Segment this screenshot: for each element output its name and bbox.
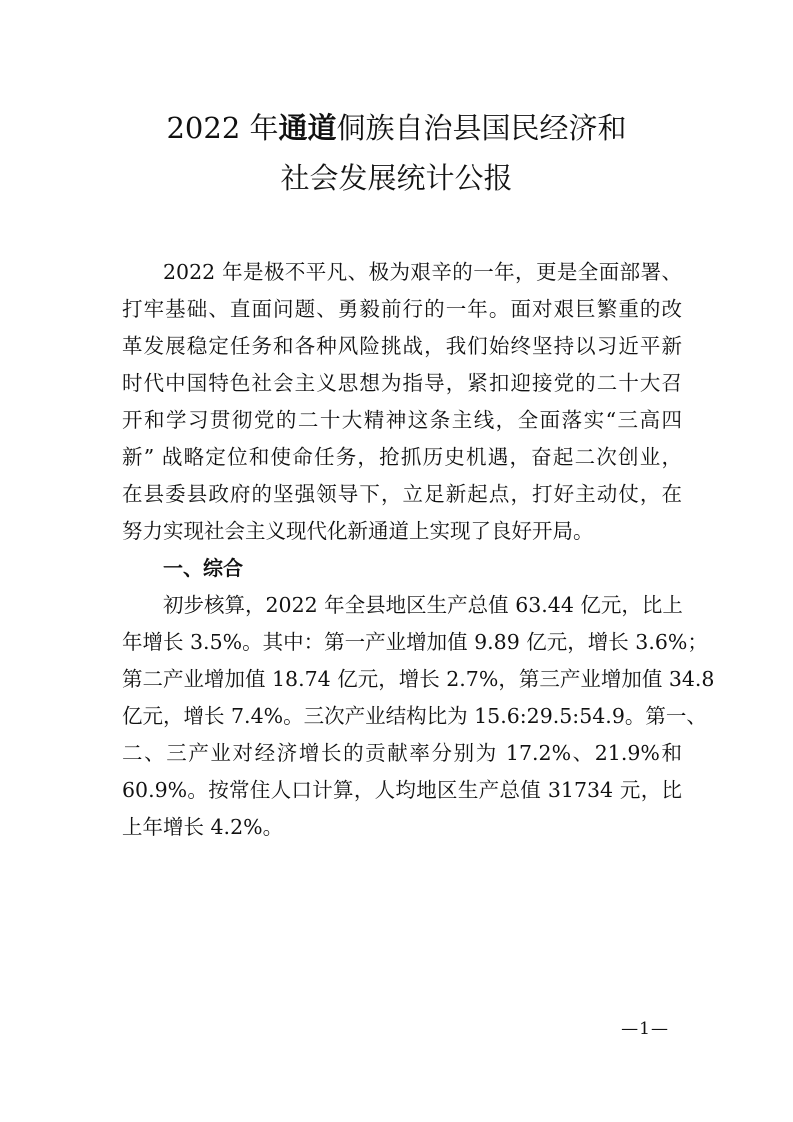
intro-line: 打牢基础、直面问题、勇毅前行的一年。面对艰巨繁重的改	[122, 297, 682, 321]
section-line: 60.9%。按常住人口计算，人均地区生产总值 31734 元，比	[122, 778, 682, 802]
section-line: 年增长 3.5%。其中：第一产业增加值 9.89 亿元，增长 3.6%；	[122, 630, 708, 654]
intro-line: 革发展稳定任务和各种风险挑战，我们始终坚持以习近平新	[122, 334, 682, 358]
page-number: —1—	[621, 1019, 669, 1039]
intro-line: 在县委县政府的坚强领导下，立足新起点，打好主动仗，在	[122, 482, 682, 506]
title-year: 2022 年	[166, 111, 279, 145]
section-line: 初步核算，2022 年全县地区生产总值 63.44 亿元，比上	[163, 593, 683, 617]
section-line: 亿元，增长 7.4%。三次产业结构比为 15.6:29.5:54.9。第一、	[122, 704, 707, 728]
intro-line: 2022 年是极不平凡、极为艰辛的一年，更是全面部署、	[163, 260, 682, 284]
section-line: 上年增长 4.2%。	[122, 815, 284, 839]
intro-line: 开和学习贯彻党的二十大精神这条主线，全面落实“三高四	[122, 408, 682, 432]
report-title-line-1	[0, 108, 793, 148]
title-rest: 侗族自治县国民经济和	[336, 111, 627, 145]
intro-line: 时代中国特色社会主义思想为指导，紧扣迎接党的二十大召	[122, 371, 682, 395]
section-heading: 一、综合	[163, 556, 243, 580]
section-line: 第二产业增加值 18.74 亿元，增长 2.7%，第三产业增加值 34.8	[122, 667, 715, 691]
intro-line: 新” 战略定位和使命任务，抢抓历史机遇，奋起二次创业，	[122, 445, 682, 469]
section-line: 二、三产业对经济增长的贡献率分别为 17.2%、21.9%和	[122, 741, 682, 765]
report-title-line-2: 社会发展统计公报	[280, 161, 513, 195]
title-bold-name: 通道	[278, 111, 337, 145]
intro-line: 努力实现社会主义现代化新通道上实现了良好开局。	[122, 519, 594, 543]
